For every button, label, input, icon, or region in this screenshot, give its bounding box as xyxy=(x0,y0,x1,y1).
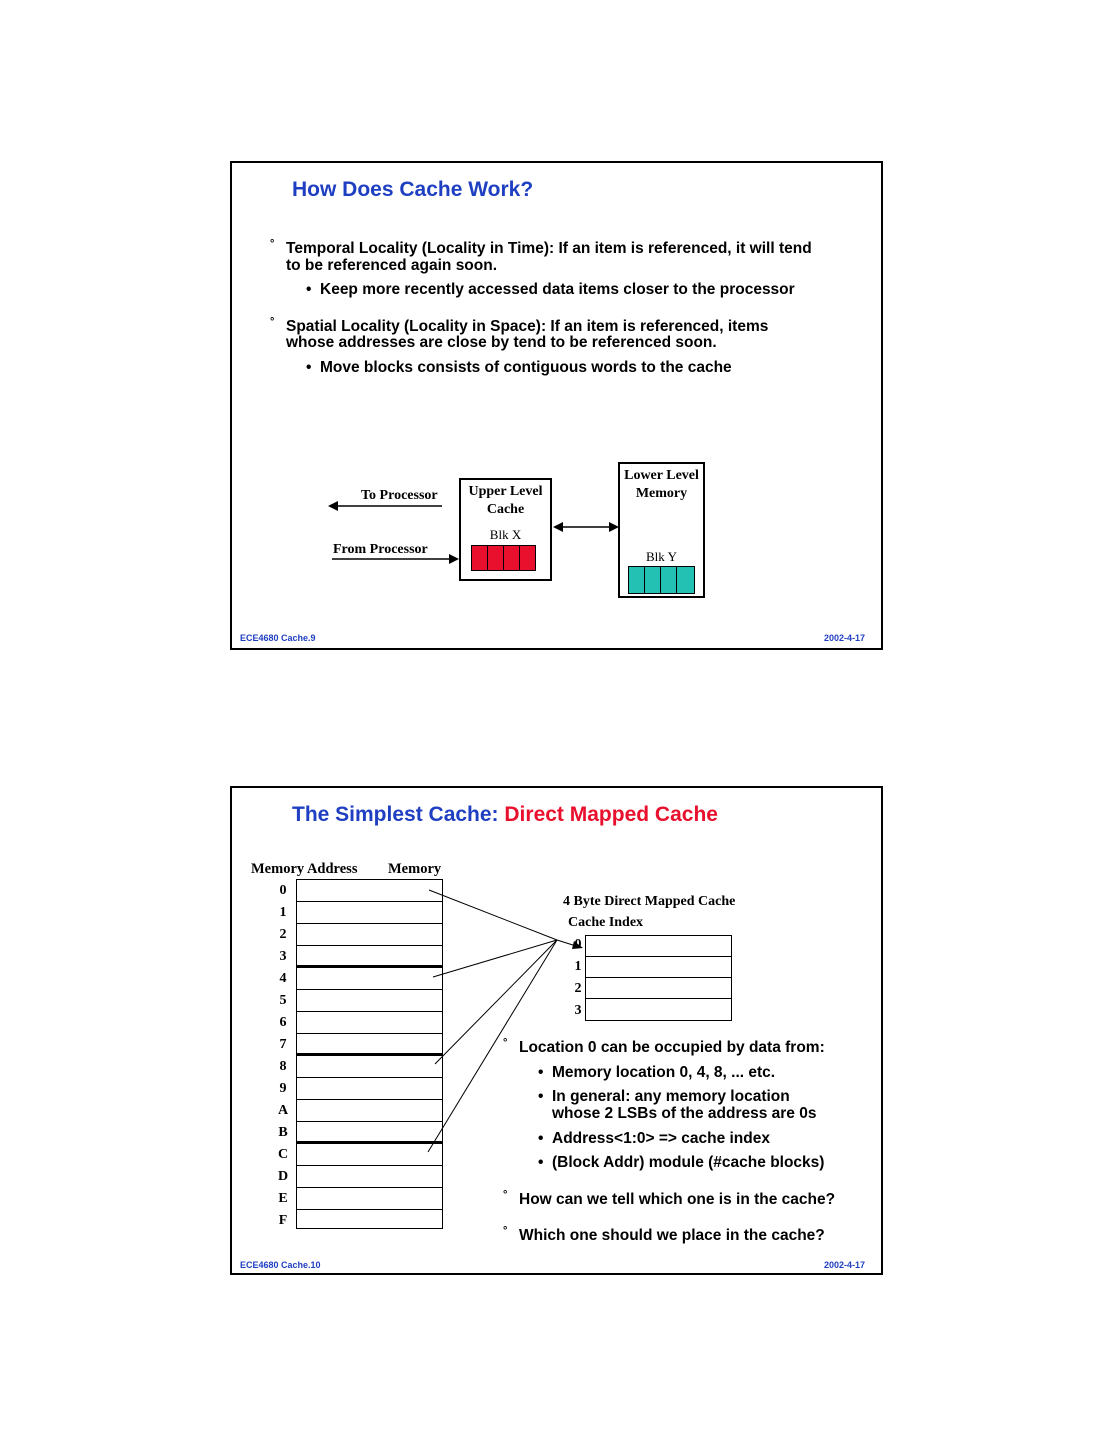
cache-index: 0 xyxy=(574,937,582,952)
footer-left: ECE4680 Cache.9 xyxy=(240,633,316,643)
map-line-0 xyxy=(429,890,557,940)
blk-x-block xyxy=(471,545,536,571)
bullet-marker: ° xyxy=(503,1189,508,1201)
cache-memory-arrowhead-left xyxy=(553,522,563,532)
sub-bullet-marker: • xyxy=(538,1130,544,1147)
bullet-marker: ° xyxy=(503,1225,508,1237)
memory-address: 2 xyxy=(279,927,287,942)
footer-right: 2002-4-17 xyxy=(823,1260,865,1270)
footer-right: 2002-4-17 xyxy=(823,633,865,643)
memory-address-header: Memory Address xyxy=(251,861,358,877)
memory-address: 1 xyxy=(279,905,287,920)
memory-address: E xyxy=(278,1191,288,1206)
memory-header: Memory xyxy=(388,861,442,877)
cache-diagram-arrows xyxy=(232,163,881,648)
memory-address: 0 xyxy=(279,883,287,898)
blk-x-label: Blk X xyxy=(489,527,522,542)
cache-label: Cache xyxy=(486,502,525,517)
cache-row xyxy=(586,978,731,999)
memory-address: 9 xyxy=(279,1081,287,1096)
cache-index-header: Cache Index xyxy=(568,915,644,930)
memory-label: Memory xyxy=(635,486,688,501)
to-processor-arrowhead xyxy=(328,501,338,511)
bullet-location-0: Location 0 can be occupied by data from: xyxy=(519,1039,825,1056)
sub-bullet-marker: • xyxy=(306,281,312,298)
cache-index: 3 xyxy=(574,1003,582,1018)
question-which-in-cache: How can we tell which one is in the cache? xyxy=(519,1191,836,1208)
memory-address: D xyxy=(277,1169,289,1184)
bullet-spatial-line2: whose addresses are close by tend to be referenced soon. xyxy=(286,334,717,351)
memory-address: 7 xyxy=(279,1037,287,1052)
memory-address: F xyxy=(278,1213,288,1228)
question-which-to-place: Which one should we place in the cache? xyxy=(519,1227,825,1244)
bullet-temporal-line1: Temporal Locality (Locality in Time): If an item is referenced, it will tend xyxy=(286,240,812,257)
upper-level-cache-box xyxy=(459,478,552,581)
sub-bullet-marker: • xyxy=(306,359,312,376)
memory-address: 3 xyxy=(279,949,287,964)
cache-index: 2 xyxy=(574,981,582,996)
memory-address: B xyxy=(278,1125,288,1140)
sub-bullet-memory-location: Memory location 0, 4, 8, ... etc. xyxy=(552,1064,776,1081)
sub-bullet-address: Address<1:0> => cache index xyxy=(552,1130,770,1147)
bullet-marker: ° xyxy=(270,316,275,328)
slide-cache-work xyxy=(230,161,883,650)
slide-direct-mapped xyxy=(230,786,883,1275)
lower-level-memory-box xyxy=(618,462,705,598)
from-processor-arrowhead xyxy=(449,554,459,564)
slide-title: How Does Cache Work? xyxy=(292,178,534,201)
footer-left: ECE4680 Cache.10 xyxy=(240,1260,321,1270)
sub-bullet-spatial: Move blocks consists of contiguous words to the cache xyxy=(320,359,732,376)
title-red-part: Direct Mapped Cache xyxy=(504,803,718,826)
lower-level-label: Lower Level xyxy=(624,468,699,483)
sub-bullet-marker: • xyxy=(538,1154,544,1171)
title-blue-part: The Simplest Cache: xyxy=(292,803,505,826)
memory-address: 6 xyxy=(279,1015,287,1030)
bullet-marker: ° xyxy=(270,238,275,250)
memory-address: C xyxy=(277,1147,289,1162)
cache-row xyxy=(586,957,731,978)
from-processor-label: From Processor xyxy=(333,542,428,557)
cache-row xyxy=(586,936,731,957)
sub-bullet-general-line1: In general: any memory location xyxy=(552,1088,790,1105)
bullet-marker: ° xyxy=(503,1037,508,1049)
sub-bullet-general-line2: whose 2 LSBs of the address are 0s xyxy=(552,1105,817,1122)
blk-y-label: Blk Y xyxy=(646,549,677,564)
memory-address: 4 xyxy=(279,971,287,986)
memory-address: A xyxy=(277,1103,289,1118)
bullet-spatial-line1: Spatial Locality (Locality in Space): If an item is referenced, items xyxy=(286,318,769,335)
cache-title: 4 Byte Direct Mapped Cache xyxy=(563,894,736,909)
sub-bullet-block-addr: (Block Addr) module (#cache blocks) xyxy=(552,1154,825,1171)
memory-address: 5 xyxy=(279,993,287,1008)
bullet-temporal-line2: to be referenced again soon. xyxy=(286,257,498,274)
sub-bullet-marker: • xyxy=(538,1088,544,1105)
blk-y-block xyxy=(628,566,695,594)
sub-bullet-marker: • xyxy=(538,1064,544,1081)
cache-index: 1 xyxy=(574,959,582,974)
cache-column xyxy=(585,935,732,1021)
memory-address: 8 xyxy=(279,1059,287,1074)
sub-bullet-temporal: Keep more recently accessed data items closer to the processor xyxy=(320,281,795,298)
upper-level-label: Upper Level xyxy=(468,484,543,499)
to-processor-label: To Processor xyxy=(361,488,438,503)
